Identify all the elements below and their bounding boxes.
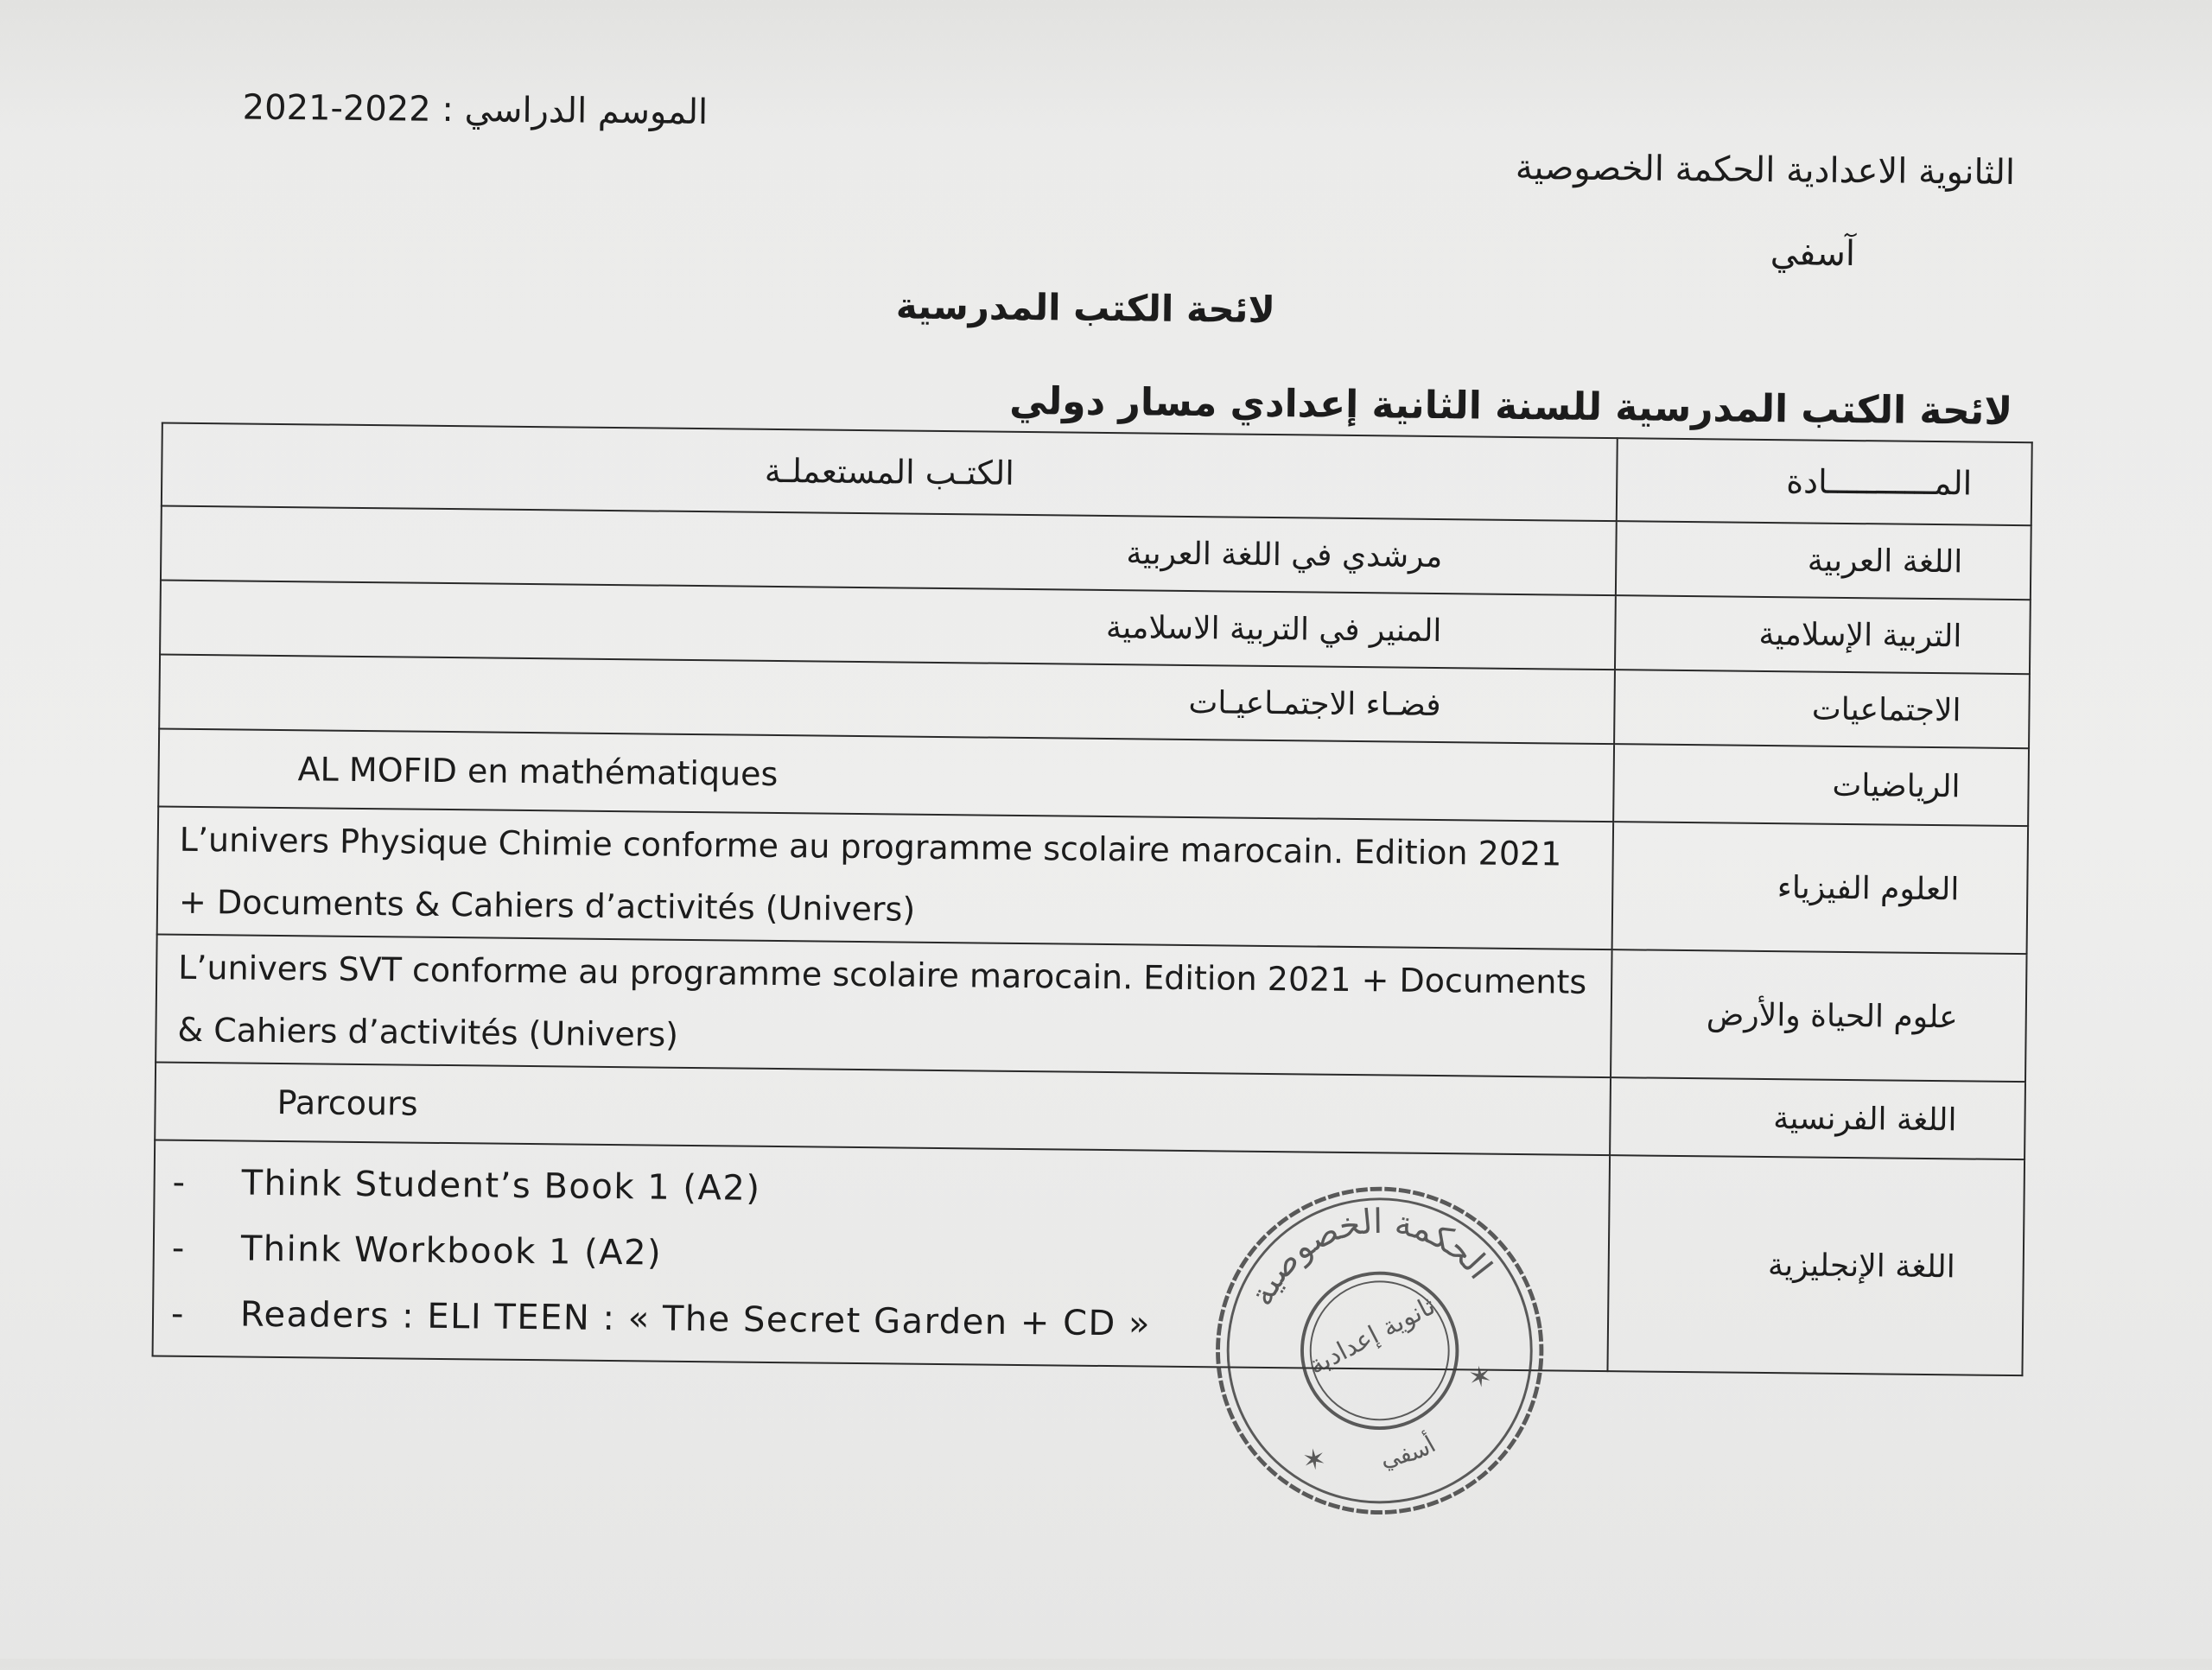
book-title: Parcours (155, 1062, 1611, 1155)
book-title: المنير في التربية الاسلامية (160, 581, 1616, 670)
star-icon: ✶ (1300, 1441, 1329, 1478)
subject-name: الاجتماعيات (1614, 670, 2030, 748)
subject-name: اللغة الفرنسية (1610, 1077, 2025, 1159)
stamp-inner-text: ثانوية إعدادية (1304, 1291, 1440, 1381)
subject-name: اللغة العربية (1616, 521, 2031, 600)
subject-name: الرياضيات (1613, 744, 2029, 826)
book-title: Think Workbook 1 (A2) (240, 1229, 663, 1273)
document-subtitle: لائحة الكتب المدرسية للسنة الثانية إعدادي مسار دولي (1008, 378, 2013, 434)
list-item: - Think Workbook 1 (A2) (171, 1228, 663, 1273)
season-label: الموسم الدراسي : (442, 89, 709, 133)
book-title: L’univers Physique Chimie conforme au programme scolaire marocain. Edition 2021 (179, 820, 1562, 873)
subject-column-header: المـــــــــــادة (1617, 438, 2032, 525)
books-table (152, 422, 2033, 1377)
book-title: Readers : ELI TEEN : « The Secret Garden + CD » (239, 1294, 1152, 1344)
book-title: AL MOFID en mathématiques (158, 729, 1614, 822)
book-title: & Cahiers d’activités (Univers) (177, 1010, 679, 1054)
list-item: - Readers : ELI TEEN : « The Secret Garden + CD » (170, 1293, 1152, 1344)
table-row (156, 935, 2026, 1083)
stamp-outer-text: الحكمة الخصوصية (1242, 1202, 1499, 1312)
document-title: لائحة الكتب المدرسية (895, 284, 1276, 332)
book-title: L’univers SVT conforme au programme scolaire marocain. Edition 2021 + Documents (178, 948, 1587, 1001)
book-cell (156, 935, 1611, 1078)
subject-name: العلوم الفيزياء (1612, 822, 2029, 954)
star-icon: ✶ (1465, 1358, 1495, 1395)
subject-name: علوم الحياة والأرض (1611, 949, 2027, 1082)
svg-text:أسفي (1378, 1427, 1441, 1472)
table-row (153, 1140, 2024, 1375)
subject-name: اللغة الإنجليزية (1607, 1155, 2024, 1375)
table-row (157, 807, 2028, 955)
school-city: آسفي (1770, 233, 1856, 275)
book-title: + Documents & Cahiers d’activités (Univers) (178, 882, 916, 929)
book-title: مرشدي في اللغة العربية (161, 506, 1617, 596)
school-stamp (1191, 1162, 1568, 1540)
subject-name: التربية الإسلامية (1615, 595, 2031, 674)
school-name: الثانوية الاعدادية الحكمة الخصوصية (1515, 147, 2016, 193)
book-cell (157, 807, 1613, 950)
season-value: 2021-2022 (242, 87, 431, 130)
book-title: فضـاء الاجتمـاعيـات (159, 655, 1615, 745)
book-title: Think Student’s Book 1 (A2) (241, 1163, 761, 1209)
stamp-city-text: أسفي (1380, 1431, 1440, 1472)
svg-text:الحكمة الخصوصية (1232, 1186, 1502, 1316)
list-item: - Think Student’s Book 1 (A2) (172, 1162, 761, 1209)
books-column-header: الكتـب المستعملـة (162, 423, 1618, 522)
school-season (242, 87, 708, 132)
